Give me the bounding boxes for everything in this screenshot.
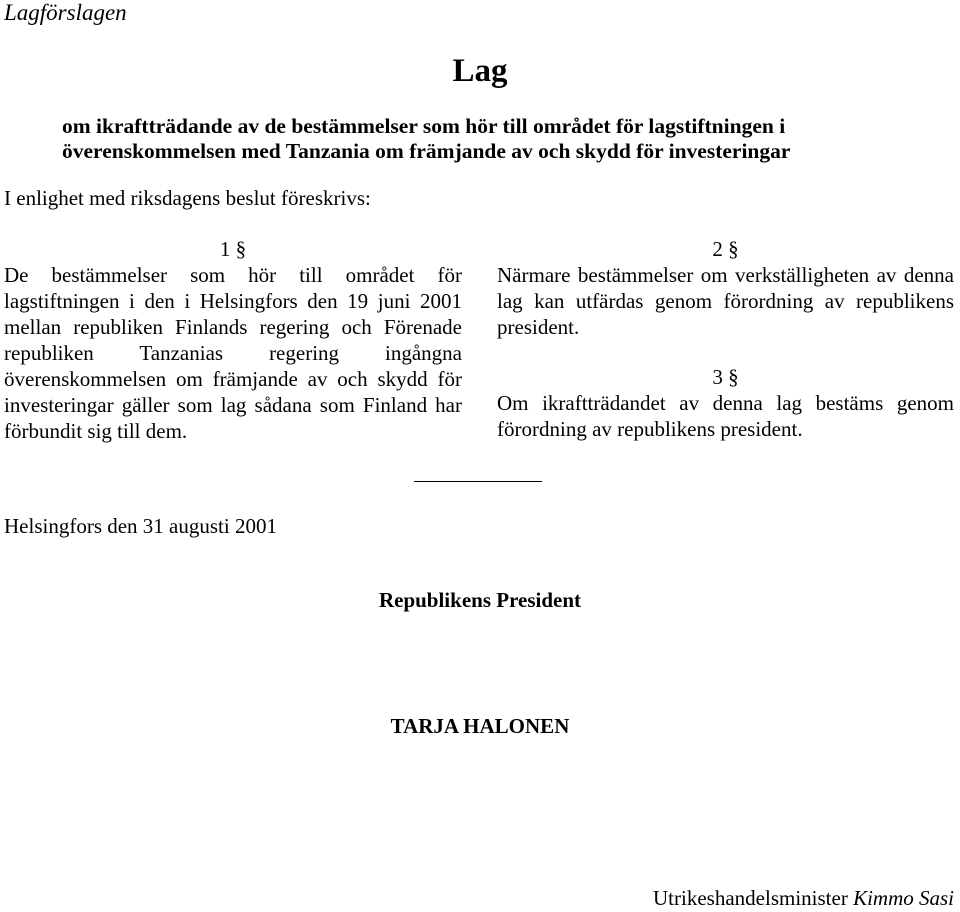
law-title: Lag [452,53,508,89]
end-of-law-rule [414,481,542,482]
minister-name: Kimmo Sasi [853,886,954,910]
minister-signature [653,886,954,911]
section-spacer [497,340,954,364]
place-and-date: Helsingfors den 31 augusti 2001 [4,514,277,538]
section-1-text: De bestämmelser som hör till området för lagstiftningen i den i Helsingfors den 19 juni 2001 mellan republiken Finlands regering och Förenade republiken Tanzanias regering ingångna överenskommelsen om främjande av och skydd för investeringar gäller som lag sådana som Finland har förbundit sig till dem. [4,263,462,443]
section-1-heading: 1 § [219,237,247,261]
right-column [497,236,954,442]
president-title: Republikens President [378,588,582,612]
section-2-text: Närmare bestämmelser om verkställigheten av denna lag kan utfärdas genom förordning av republikens president. [497,263,954,339]
left-column [4,236,462,444]
law-subtitle: om ikraftträdande av de bestämmelser som hör till området för lagstiftningen i överenskommelsen med Tanzania om främjande av och skydd för investeringar [62,114,791,163]
section-2-heading: 2 § [712,237,739,261]
section-3-heading: 3 § [712,365,739,389]
enacting-clause: I enlighet med riksdagens beslut föreskrivs: [4,186,371,210]
minister-title: Utrikeshandelsminister [653,886,848,910]
president-name: TARJA HALONEN [390,714,570,738]
section-heading: Lagförslagen [4,0,127,25]
section-3-text: Om ikraftträdandet av denna lag bestäms genom förordning av republikens president. [497,391,954,441]
